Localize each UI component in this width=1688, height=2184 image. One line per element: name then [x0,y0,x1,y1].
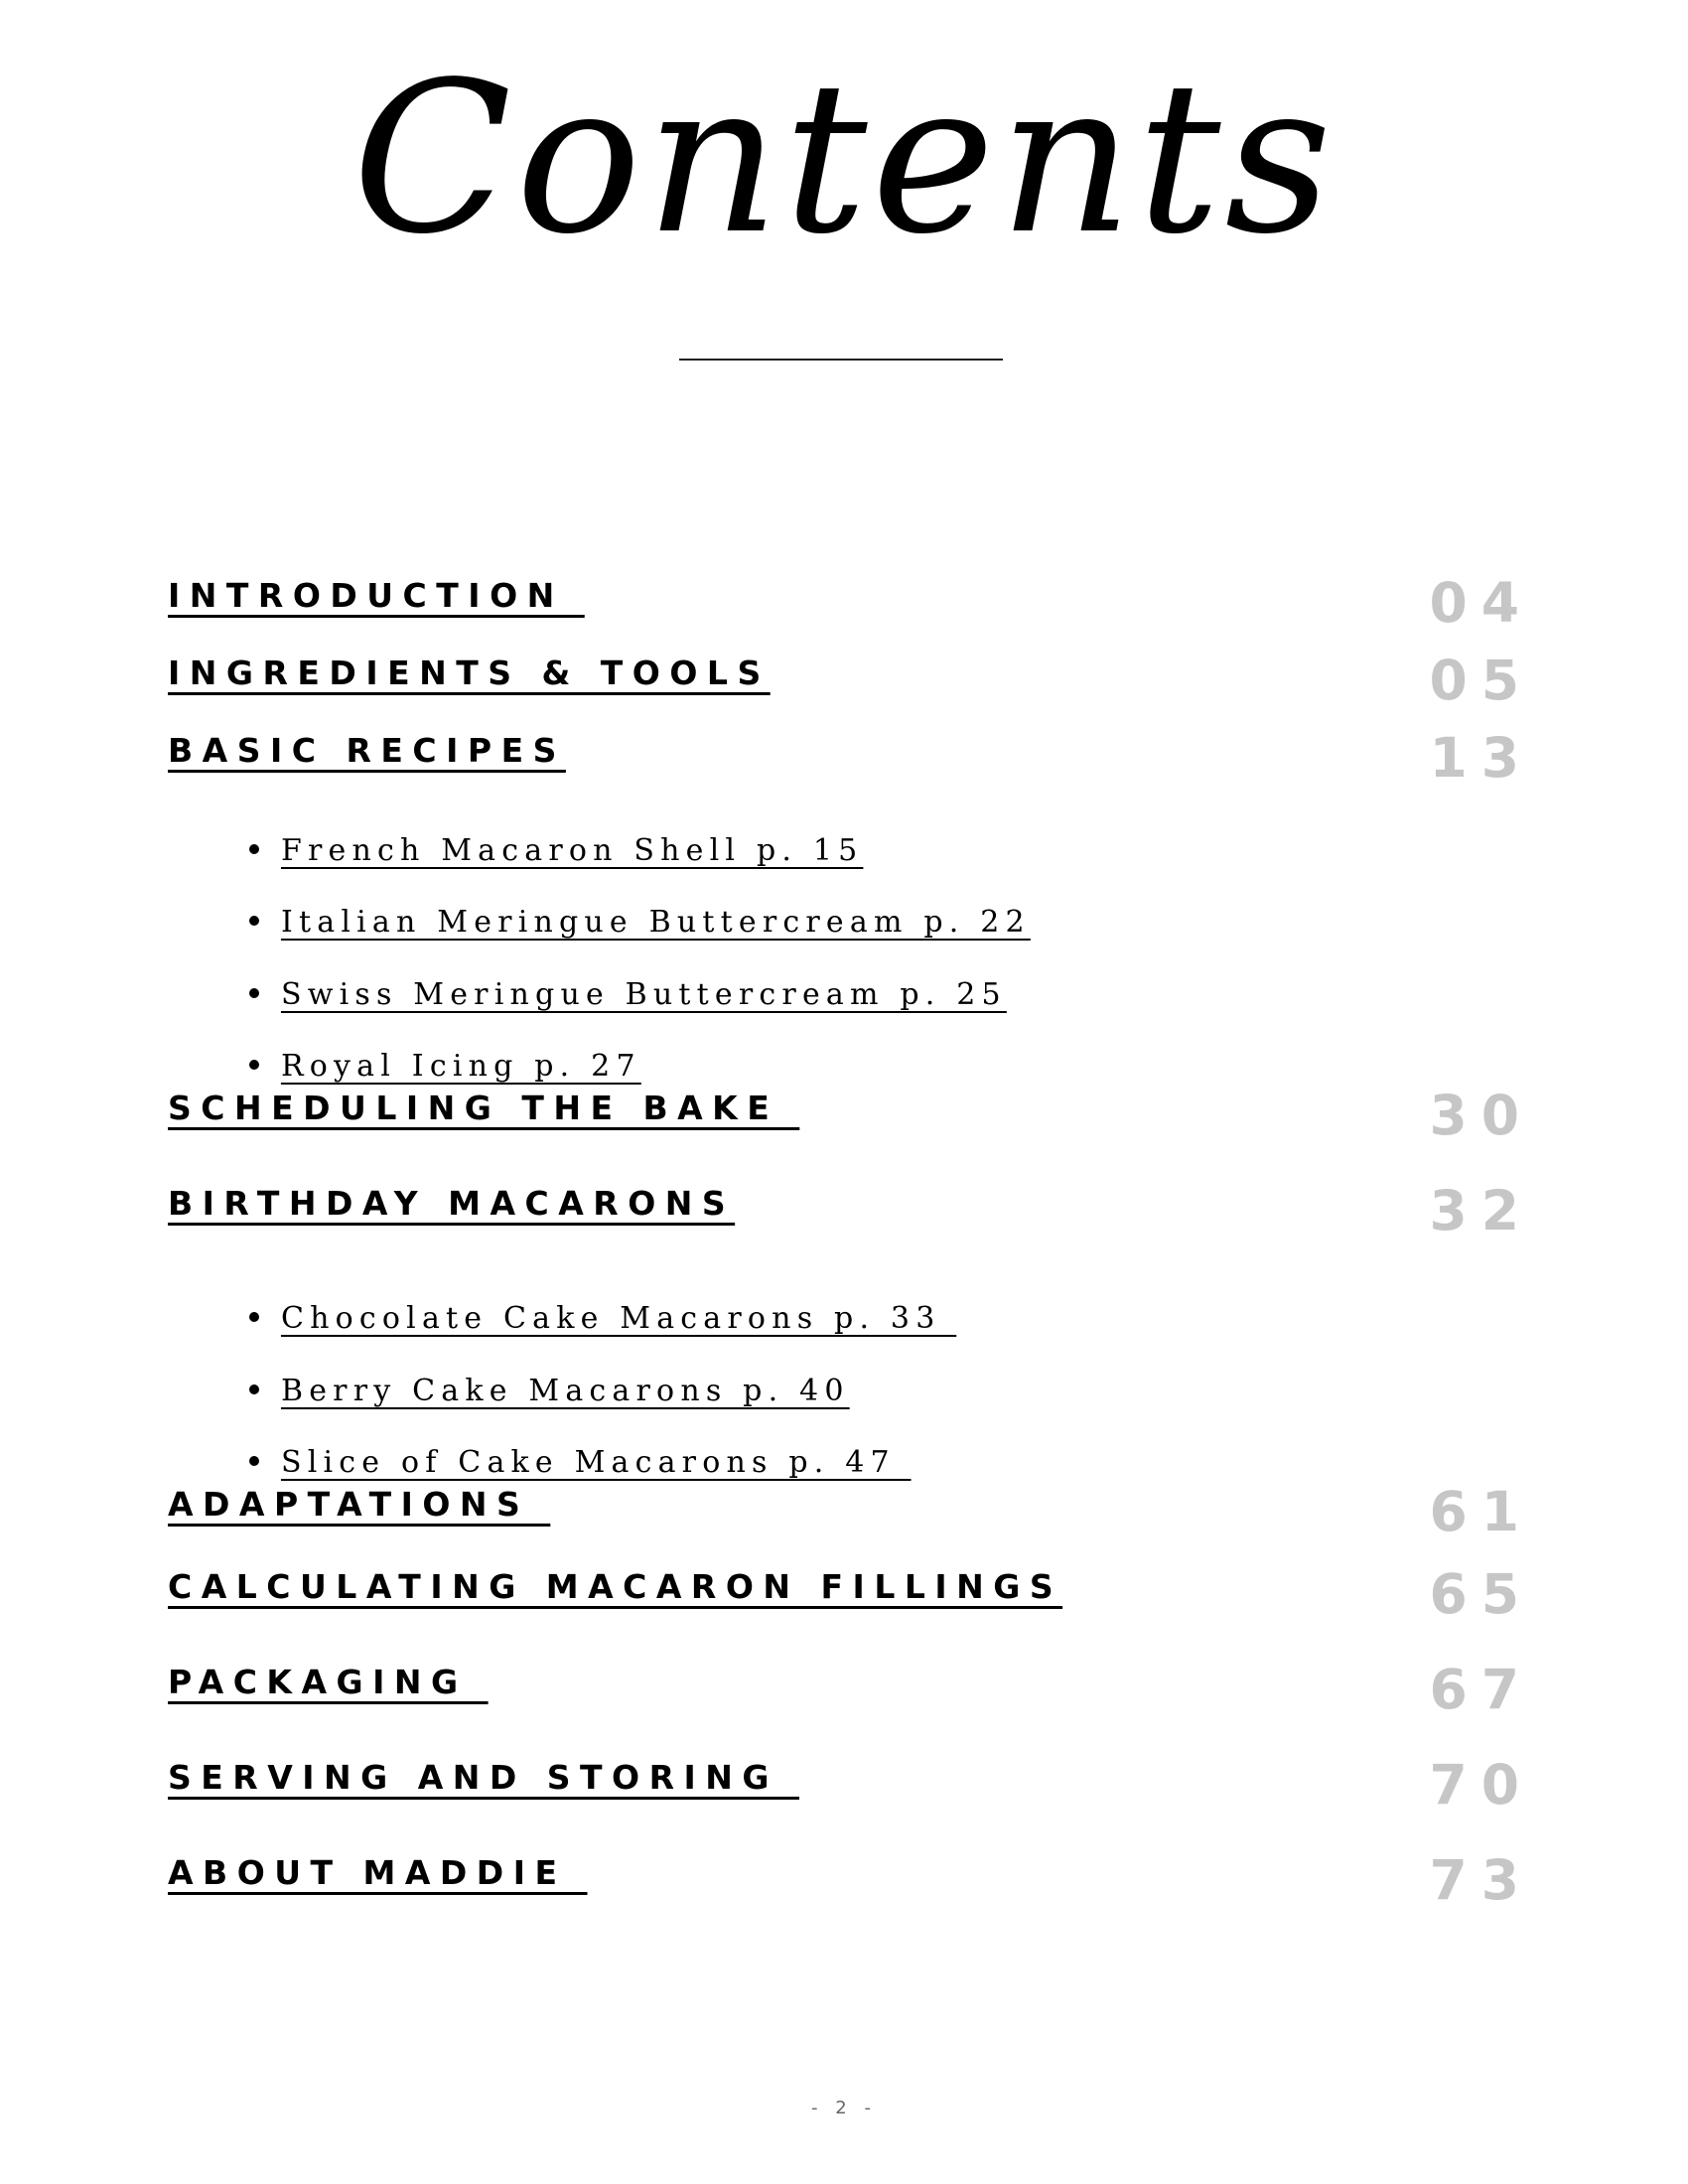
toc-subitem-link[interactable]: Swiss Meringue Buttercream p. 25 [280,977,1007,1012]
bullet-dot [249,1384,259,1394]
bullet-dot [249,988,259,998]
toc-heading-calculating-macaron-fillings[interactable]: CALCULATING MACARON FILLINGS [168,1567,1063,1606]
toc-page-introduction: 04 [1429,571,1533,635]
toc-subitem-link[interactable]: Italian Meringue Buttercream p. 22 [280,905,1031,940]
toc-page-about-maddie: 73 [1429,1848,1533,1912]
toc-subitem-link[interactable]: Berry Cake Macarons p. 40 [280,1374,850,1408]
bullet-dot [249,1060,259,1070]
bullet-dot [249,916,259,926]
toc-heading-packaging[interactable]: PACKAGING [168,1663,489,1701]
toc-page-scheduling-the-bake: 30 [1429,1084,1533,1147]
page-footer-number: - 2 - [811,2098,877,2118]
bullet-dot [249,1456,259,1466]
toc-subitem-link[interactable]: French Macaron Shell p. 15 [280,833,864,868]
bullet-dot [249,1312,259,1322]
toc-heading-serving-and-storing[interactable]: SERVING AND STORING [168,1758,799,1797]
toc-page-serving-and-storing: 70 [1429,1753,1533,1817]
toc-page-adaptations: 61 [1429,1480,1533,1543]
toc-heading-basic-recipes[interactable]: BASIC RECIPES [168,731,566,770]
toc-heading-birthday-macarons[interactable]: BIRTHDAY MACARONS [168,1184,736,1223]
bullet-dot [249,844,259,854]
toc-heading-ingredients-tools[interactable]: INGREDIENTS & TOOLS [168,654,771,692]
toc-heading-introduction[interactable]: INTRODUCTION [168,576,585,615]
toc-subitem-link[interactable]: Royal Icing p. 27 [280,1049,641,1084]
toc-heading-scheduling-the-bake[interactable]: SCHEDULING THE BAKE [168,1089,800,1127]
page-title: Contents [352,37,1336,280]
toc-subitem-link[interactable]: Chocolate Cake Macarons p. 33 [280,1301,957,1336]
toc-page-ingredients-tools: 05 [1429,649,1533,712]
toc-page-calculating-macaron-fillings: 65 [1429,1562,1533,1626]
toc-heading-adaptations[interactable]: ADAPTATIONS [168,1485,551,1524]
toc-page-packaging: 67 [1429,1658,1533,1721]
toc-page-basic-recipes: 13 [1429,726,1533,790]
toc-subitem-link[interactable]: Slice of Cake Macarons p. 47 [280,1445,912,1480]
toc-page-birthday-macarons: 32 [1429,1179,1533,1242]
toc-heading-about-maddie[interactable]: ABOUT MADDIE [168,1853,588,1892]
